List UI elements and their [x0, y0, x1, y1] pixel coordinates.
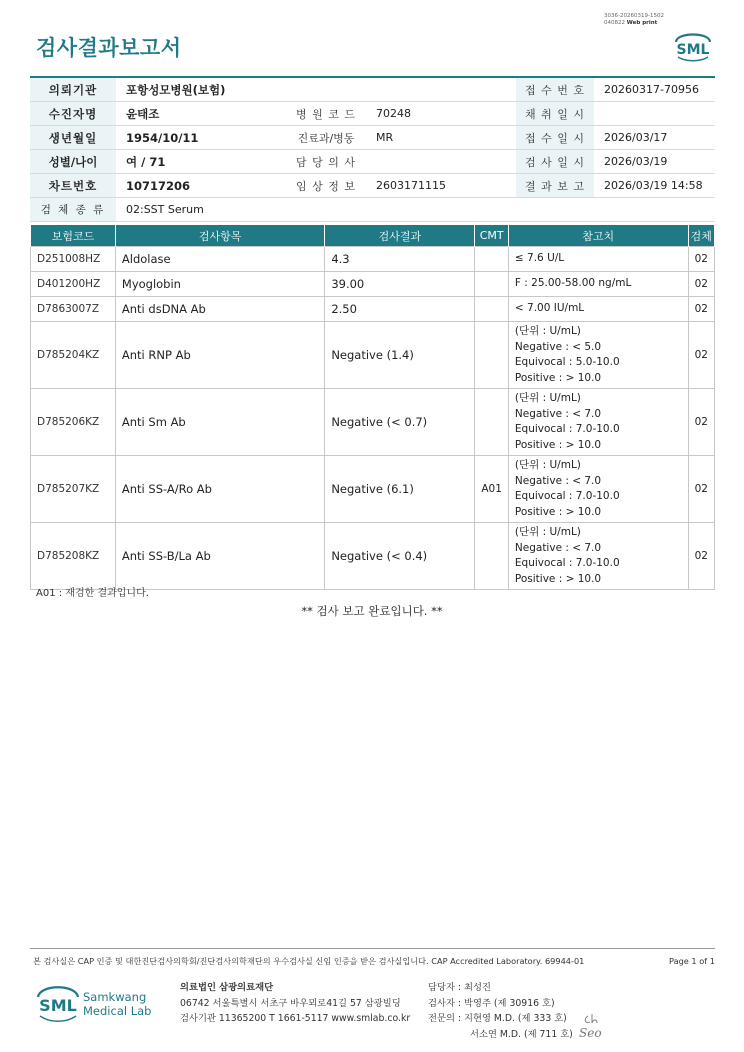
value-birth-date: 1954/10/11: [116, 126, 286, 150]
value-collection-time: [594, 102, 715, 126]
info-row: [30, 102, 715, 126]
sml-logo-text: SML: [676, 42, 710, 58]
label-test-time: 검 사 일 시: [516, 150, 594, 174]
reference-line: Positive : > 10.0: [514, 438, 602, 451]
value-specimen-type: 02:SST Serum: [116, 198, 715, 222]
info-row: [30, 198, 715, 222]
row-item: Aldolase: [115, 247, 324, 272]
label-chart-no: 차트번호: [30, 174, 116, 198]
value-clinical-info: 2603171115: [366, 174, 516, 198]
row-code: D251008HZ: [31, 247, 116, 272]
table-row: [31, 523, 715, 590]
row-result: 4.3: [325, 247, 475, 272]
label-receipt-time: 접 수 일 시: [516, 126, 594, 150]
staff-info: [428, 980, 573, 1042]
row-cmt: [475, 322, 509, 389]
footer-divider: [30, 948, 715, 949]
reference-line: (단위 : U/mL): [514, 459, 581, 471]
row-item: Anti SS-B/La Ab: [115, 523, 324, 590]
samkwang-logo-icon: [36, 980, 154, 1026]
reference-line: (단위 : U/mL): [514, 392, 581, 404]
sml-logo-icon: [672, 28, 714, 64]
reference-line: Negative : < 7.0: [514, 474, 602, 487]
value-chart-no: 10717206: [116, 174, 286, 198]
value-sex-age: 여 / 71: [116, 150, 286, 174]
value-department: MR: [366, 126, 516, 150]
row-result: 39.00: [325, 272, 475, 297]
row-code: D401200HZ: [31, 272, 116, 297]
label-department: 진료과/병동: [286, 126, 366, 150]
row-code: D785207KZ: [31, 456, 116, 523]
row-specimen: 02: [688, 297, 714, 322]
row-specimen: 02: [688, 272, 714, 297]
value-requester: 포항성모병원(보험): [116, 77, 516, 102]
header-specimen: 검체: [688, 225, 714, 247]
header-cmt: CMT: [475, 225, 509, 247]
row-specimen: 02: [688, 322, 714, 389]
row-code: D7863007Z: [31, 297, 116, 322]
row-item: Anti SS-A/Ro Ab: [115, 456, 324, 523]
table-row: [31, 389, 715, 456]
row-specimen: 02: [688, 523, 714, 590]
row-cmt: [475, 523, 509, 590]
reference-line: Equivocal : 7.0-10.0: [514, 557, 620, 569]
row-specimen: 02: [688, 389, 714, 456]
report-code: 3036-20260319-1502 040822 Web print: [604, 13, 664, 26]
patient-info-table: [30, 76, 715, 222]
samkwang-logo-text: SML: [39, 996, 77, 1015]
reference-line: Negative : < 7.0: [514, 407, 602, 420]
info-row: [30, 174, 715, 198]
logo-line-1: Samkwang: [83, 990, 147, 1004]
header-reference: 참고치: [508, 225, 688, 247]
row-reference: < 7.00 IU/mL: [508, 297, 688, 322]
row-code: D785208KZ: [31, 523, 116, 590]
value-receipt-no: 20260317-70956: [594, 77, 715, 102]
row-code: D785204KZ: [31, 322, 116, 389]
row-item: Myoglobin: [115, 272, 324, 297]
row-result: Negative (1.4): [325, 322, 475, 389]
row-specimen: 02: [688, 456, 714, 523]
row-cmt: [475, 297, 509, 322]
row-reference: [508, 523, 688, 590]
organization-info: [180, 980, 410, 1027]
signature-text: Seo: [579, 1026, 602, 1040]
label-doctor: 담 당 의 사: [286, 150, 366, 174]
staff-line: 전문의 : 지현영 M.D. (제 333 호): [428, 1013, 567, 1024]
reference-line: (단위 : U/mL): [514, 325, 581, 337]
value-receipt-time: 2026/03/17: [594, 126, 715, 150]
staff-line: 서소연 M.D. (제 711 호): [470, 1028, 573, 1040]
label-result-report: 결 과 보 고: [516, 174, 594, 198]
row-reference: [508, 456, 688, 523]
cmt-note: A01 : 재검한 결과입니다.: [36, 588, 149, 599]
header-test-item: 검사항목: [115, 225, 324, 247]
results-table: [30, 225, 715, 590]
header-insurance-code: 보험코드: [31, 225, 116, 247]
table-row: [31, 247, 715, 272]
row-reference: [508, 322, 688, 389]
signature-icon: [578, 1008, 618, 1042]
row-item: Anti dsDNA Ab: [115, 297, 324, 322]
label-birth-date: 생년월일: [30, 126, 116, 150]
reference-line: Equivocal : 5.0-10.0: [514, 356, 620, 368]
row-reference: ≤ 7.6 U/L: [508, 247, 688, 272]
label-hospital-code: 병 원 코 드: [286, 102, 366, 126]
reference-line: (단위 : U/mL): [514, 526, 581, 538]
row-result: Negative (< 0.4): [325, 523, 475, 590]
value-result-report: 2026/03/19 14:58: [594, 174, 715, 198]
logo-line-2: Medical Lab: [83, 1004, 152, 1018]
info-row: [30, 77, 715, 102]
staff-line: 담당자 : 최성진: [428, 982, 491, 993]
label-specimen-type: 검 체 종 류: [30, 198, 116, 222]
certification-text: 본 검사실은 CAP 인증 및 대한진단검사의학회/진단검사의학재단의 우수검사실 신임 인증을 받은 검사실입니다. CAP Accredited Laboratory. 69944-01: [33, 956, 585, 966]
info-row: [30, 150, 715, 174]
reference-line: Positive : > 10.0: [514, 371, 602, 384]
org-contact: 검사기관 11365200 T 1661-5117 www.smlab.co.kr: [180, 1013, 411, 1024]
header-test-result: 검사결과: [325, 225, 475, 247]
org-address: 06742 서울특별시 서초구 바우뫼로41길 57 삼광빌딩: [180, 997, 401, 1009]
label-patient-name: 수진자명: [30, 102, 116, 126]
page-number: Page 1 of 1: [669, 956, 715, 966]
table-row: [31, 272, 715, 297]
reference-line: Equivocal : 7.0-10.0: [514, 423, 620, 435]
row-cmt: [475, 247, 509, 272]
row-cmt: A01: [475, 456, 509, 523]
label-sex-age: 성별/나이: [30, 150, 116, 174]
value-doctor: [366, 150, 516, 174]
label-collection-time: 채 취 일 시: [516, 102, 594, 126]
row-reference: F : 25.00-58.00 ng/mL: [508, 272, 688, 297]
report-title: 검사결과보고서: [36, 36, 182, 60]
row-reference: [508, 389, 688, 456]
row-cmt: [475, 389, 509, 456]
reference-line: Equivocal : 7.0-10.0: [514, 490, 620, 502]
report-complete-text: ** 검사 보고 완료입니다. **: [301, 604, 443, 618]
row-specimen: 02: [688, 247, 714, 272]
value-patient-name: 윤태조: [116, 102, 286, 126]
results-header-row: [31, 225, 715, 247]
row-item: Anti Sm Ab: [115, 389, 324, 456]
reference-line: Positive : > 10.0: [514, 572, 602, 585]
label-receipt-no: 접 수 번 호: [516, 77, 594, 102]
row-item: Anti RNP Ab: [115, 322, 324, 389]
label-clinical-info: 임 상 정 보: [286, 174, 366, 198]
value-test-time: 2026/03/19: [594, 150, 715, 174]
row-result: 2.50: [325, 297, 475, 322]
staff-line: 검사자 : 박영주 (제 30916 호): [428, 997, 555, 1009]
table-row: [31, 456, 715, 523]
reference-line: Negative : < 7.0: [514, 541, 602, 554]
value-hospital-code: 70248: [366, 102, 516, 126]
row-code: D785206KZ: [31, 389, 116, 456]
info-row: [30, 126, 715, 150]
table-row: [31, 297, 715, 322]
row-result: Negative (< 0.7): [325, 389, 475, 456]
org-name: 의료법인 삼광의료재단: [180, 982, 274, 993]
reference-line: Negative : < 5.0: [514, 340, 602, 353]
table-row: [31, 322, 715, 389]
row-cmt: [475, 272, 509, 297]
reference-line: Positive : > 10.0: [514, 505, 602, 518]
row-result: Negative (6.1): [325, 456, 475, 523]
label-requester: 의뢰기관: [30, 77, 116, 102]
